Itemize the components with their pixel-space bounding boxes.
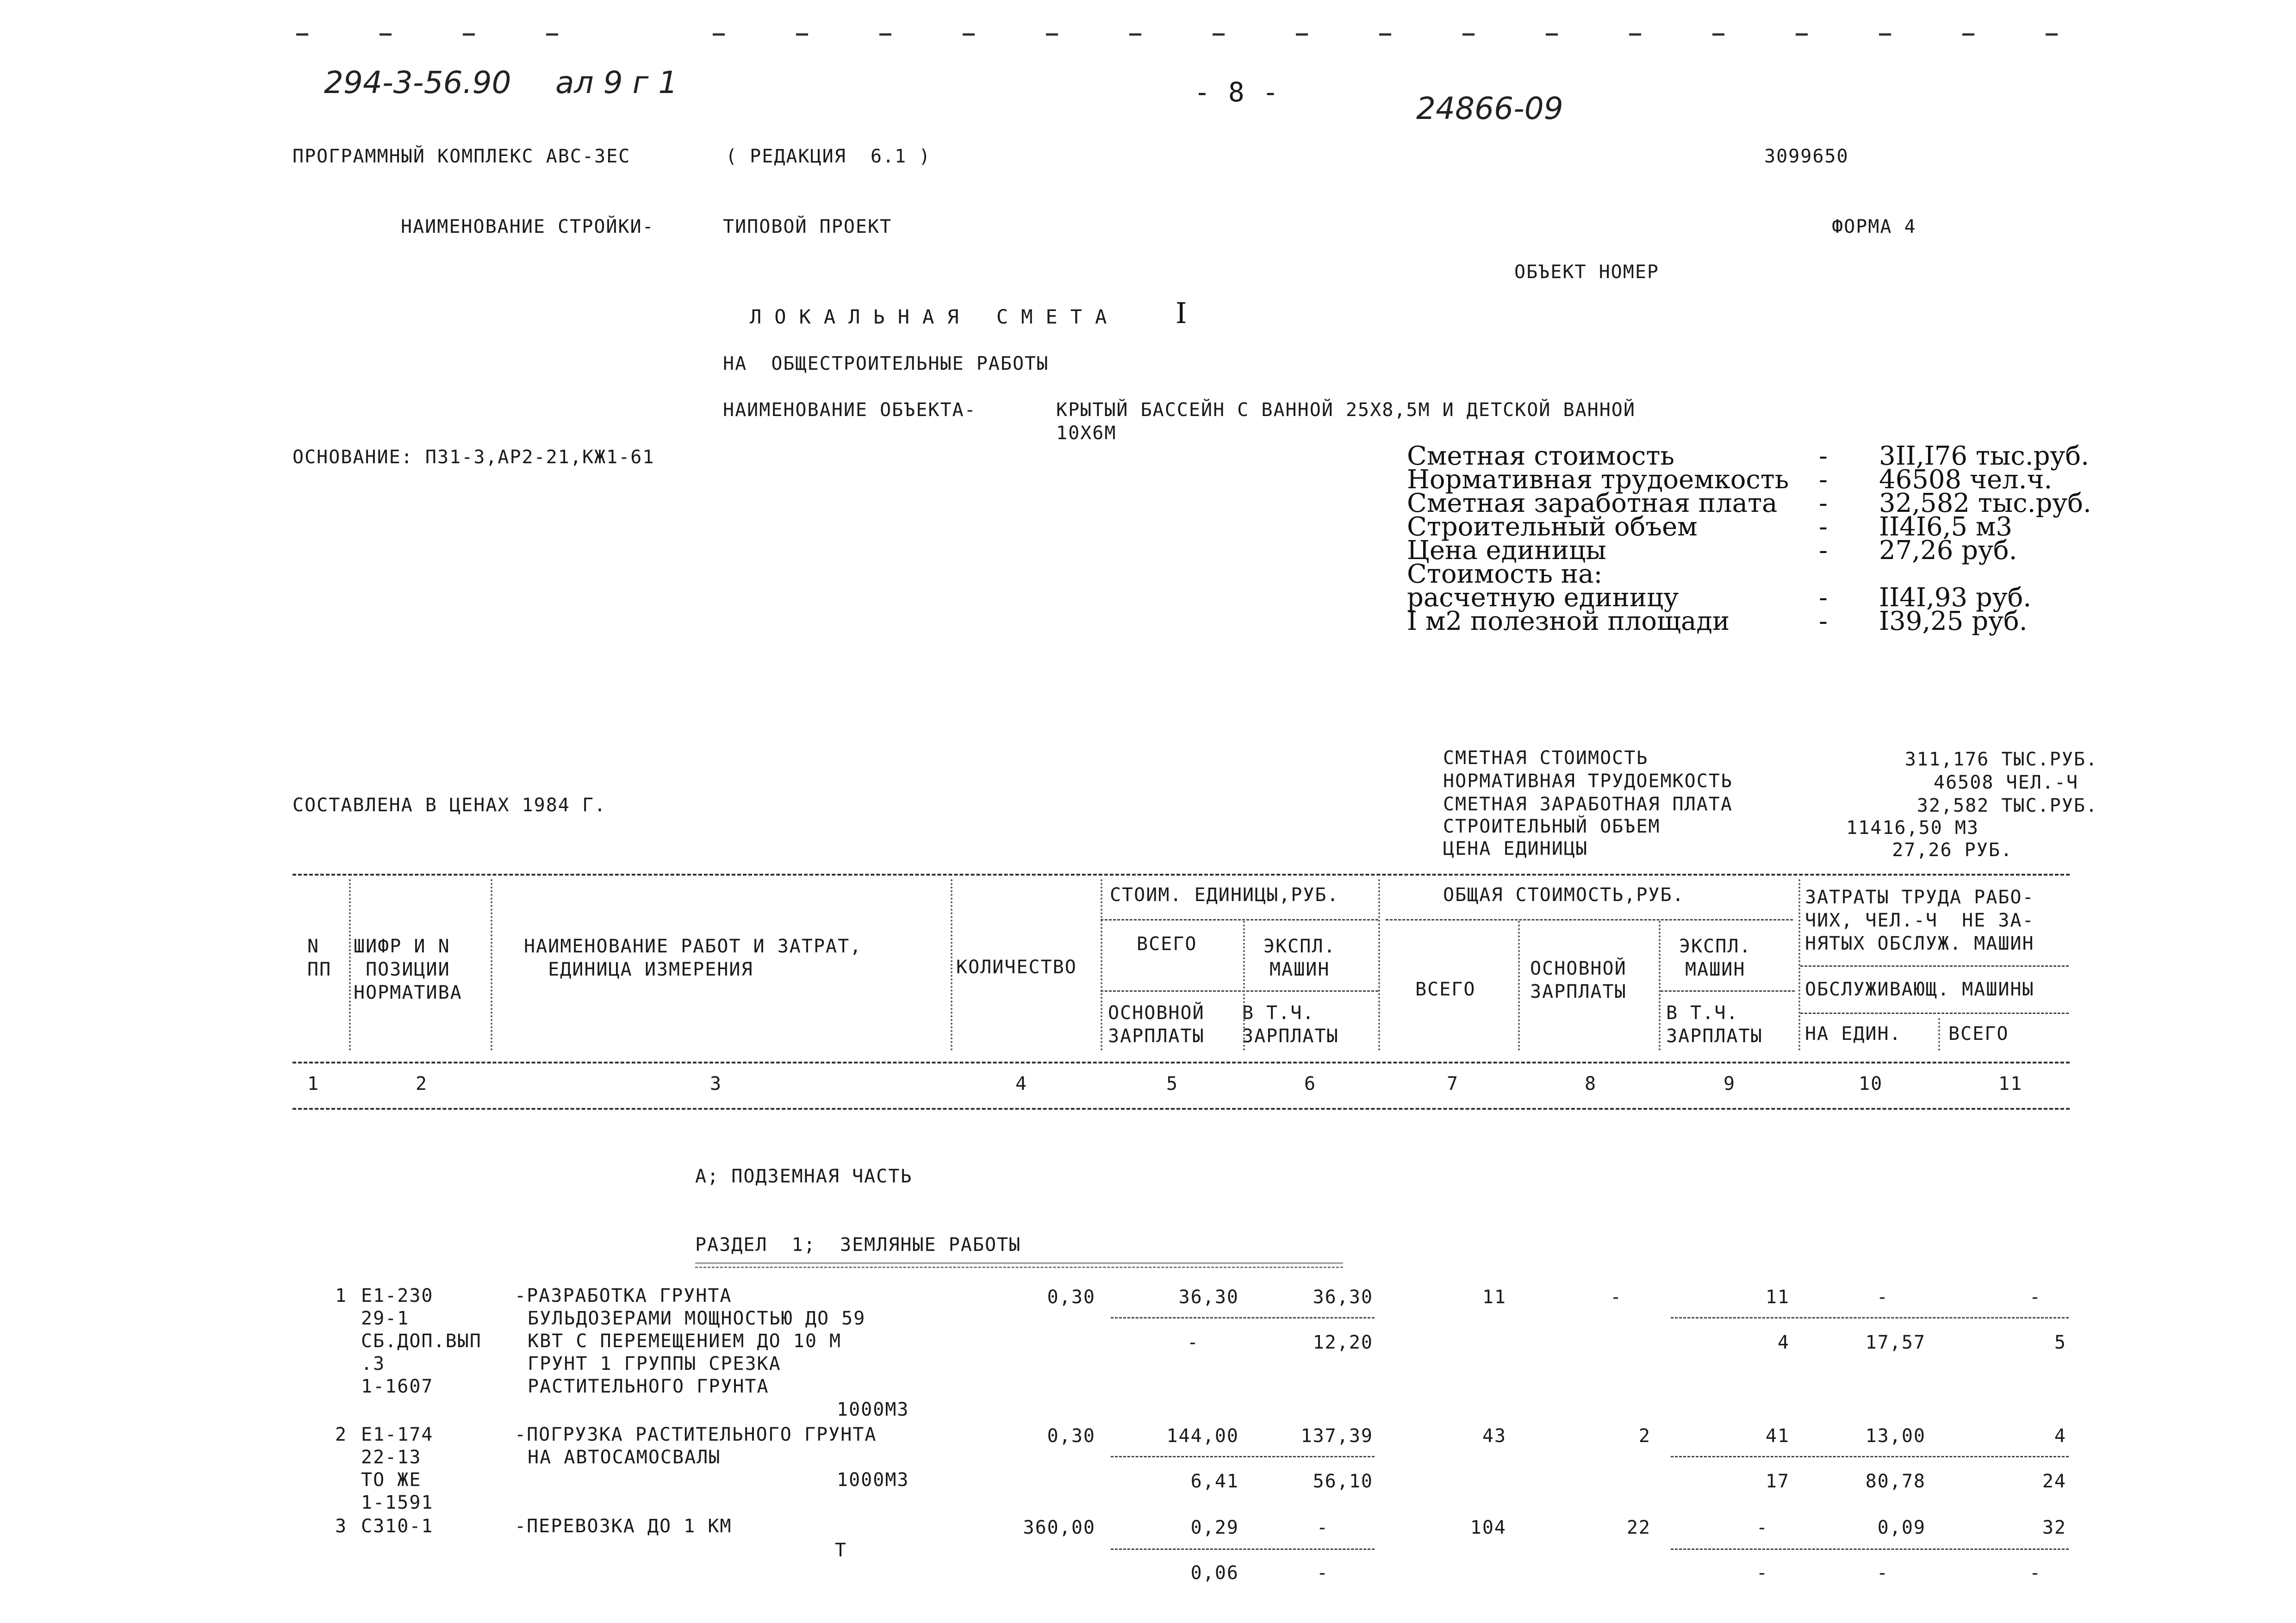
- row-unit-machines: 137,39: [1300, 1425, 1373, 1447]
- row-total: 11: [1482, 1287, 1506, 1308]
- cell-rule: [1671, 1548, 2069, 1550]
- print-summary-label: СМЕТНАЯ ЗАРАБОТНАЯ ПЛАТА: [1443, 794, 1733, 815]
- row-code: 22-13: [361, 1447, 422, 1468]
- program-name: ПРОГРАММНЫЙ КОМПЛЕКС АВС-3ЕС: [292, 146, 631, 167]
- row-code: ТО ЖЕ: [361, 1469, 422, 1491]
- row-total: 43: [1482, 1425, 1506, 1447]
- row-number: 1: [335, 1285, 348, 1306]
- object-value-1: КРЫТЫЙ БАССЕЙН С ВАННОЙ 25Х8,5М И ДЕТСКОЙ ВАННОЙ: [1056, 399, 1636, 421]
- col-number: 4: [1015, 1073, 1028, 1094]
- print-summary-label: ЦЕНА ЕДИНИЦЫ: [1443, 838, 1588, 859]
- summary-dash: -: [1819, 583, 1828, 613]
- summary-value: 3II,I76 тыс.руб.: [1879, 441, 2089, 471]
- construction-label: НАИМЕНОВАНИЕ СТРОЙКИ-: [401, 216, 654, 237]
- cell-rule: [1111, 1317, 1375, 1318]
- summary-dash: -: [1819, 606, 1828, 636]
- handwritten-number: 24866-09: [1416, 91, 1563, 126]
- row-unit-machine-wage: 12,20: [1313, 1332, 1373, 1353]
- table-rule-header-bottom: [292, 1062, 2070, 1063]
- summary-typed: [1407, 443, 2286, 638]
- cell-rule: [1111, 1456, 1375, 1457]
- col-number: 9: [1724, 1073, 1736, 1094]
- col-header-8: ОСНОВНОЙ ЗАРПЛАТЫ: [1530, 958, 1627, 1002]
- row-unit-machines: -: [1316, 1517, 1329, 1538]
- col-header-11: ВСЕГО: [1948, 1023, 2009, 1045]
- row-name: -ПЕРЕВОЗКА ДО 1 КМ: [515, 1516, 732, 1537]
- row-total-wage: 2: [1638, 1425, 1651, 1447]
- row-total-wage: -: [1610, 1287, 1622, 1308]
- summary-dash: -: [1819, 441, 1828, 471]
- row-code: 1-1591: [361, 1492, 434, 1513]
- row-unit: Т: [835, 1540, 847, 1561]
- doc-id: 3099650: [1764, 146, 1849, 167]
- row-total-wage: 22: [1626, 1517, 1651, 1538]
- row-name: -РАЗРАБОТКА ГРУНТА: [515, 1285, 732, 1306]
- col-number: 3: [710, 1073, 722, 1094]
- col-number: 11: [1998, 1073, 2023, 1094]
- print-summary-label: СТРОИТЕЛЬНЫЙ ОБЪЕМ: [1443, 816, 1661, 837]
- col-header-10: НА ЕДИН.: [1805, 1023, 1902, 1045]
- row-qty: 360,00: [1023, 1517, 1095, 1538]
- summary-dash: -: [1819, 488, 1828, 518]
- summary-label: Сметная заработная плата: [1407, 488, 1778, 518]
- document-title-roman: I: [1176, 296, 1187, 330]
- section-title: РАЗДЕЛ 1; ЗЕМЛЯНЫЕ РАБОТЫ: [695, 1234, 1021, 1256]
- col-header-num: N ПП: [307, 936, 332, 980]
- table-rule-numbers-bottom: [292, 1108, 2070, 1110]
- summary-label: Сметная стоимость: [1407, 441, 1674, 471]
- summary-value: 32,582 тыс.руб.: [1879, 488, 2091, 518]
- row-code: .3: [361, 1353, 386, 1374]
- col-header-labor2: ОБСЛУЖИВАЮЩ. МАШИНЫ: [1805, 979, 2035, 1000]
- cell-rule: [1671, 1317, 2069, 1318]
- row-labor-machine-total: 5: [2054, 1332, 2066, 1353]
- row-labor-machine-total: -: [2029, 1562, 2041, 1584]
- prices-year: СОСТАВЛЕНА В ЦЕНАХ 1984 Г.: [292, 795, 607, 816]
- construction-value: ТИПОВОЙ ПРОЕКТ: [723, 216, 892, 237]
- row-name: -ПОГРУЗКА РАСТИТЕЛЬНОГО ГРУНТА: [515, 1424, 877, 1445]
- col-number: 2: [416, 1073, 428, 1094]
- col-header-total-cost: ОБЩАЯ СТОИМОСТЬ,РУБ.: [1443, 884, 1685, 906]
- row-code: СБ.ДОП.ВЫП: [361, 1331, 482, 1352]
- row-code: 29-1: [361, 1308, 410, 1329]
- form-label: ФОРМА 4: [1832, 216, 1916, 237]
- summary-value: 27,26 руб.: [1879, 535, 2017, 566]
- row-unit: 1000М3: [837, 1399, 909, 1420]
- print-summary-value: 311,176 ТЫС.РУБ.: [1904, 749, 2098, 770]
- col-header-6a: ЭКСПЛ. МАШИН: [1263, 936, 1336, 980]
- row-code: 1-1607: [361, 1376, 434, 1397]
- row-labor-machine-unit: -: [1876, 1562, 1889, 1584]
- summary-label: Цена единицы: [1407, 535, 1606, 566]
- col-header-labor: ЗАТРАТЫ ТРУДА РАБО- ЧИХ, ЧЕЛ.-Ч НЕ ЗА- НЯТЫХ ОБСЛУЖ. МАШИН: [1805, 887, 2035, 954]
- summary-label: I м2 полезной площади: [1407, 606, 1730, 636]
- cell-rule: [1111, 1548, 1375, 1550]
- col-header-5b: ОСНОВНОЙ ЗАРПЛАТЫ: [1108, 1002, 1205, 1047]
- row-total-machine-wage: 17: [1765, 1471, 1790, 1492]
- summary-dash: -: [1819, 535, 1828, 566]
- row-unit-wage: 0,06: [1190, 1562, 1239, 1584]
- edition: ( РЕДАКЦИЯ 6.1 ): [726, 146, 931, 167]
- col-number: 1: [307, 1073, 320, 1094]
- row-labor-unit: 13,00: [1865, 1425, 1926, 1447]
- summary-value: 46508 чел.ч.: [1879, 465, 2053, 495]
- row-name: РАСТИТЕЛЬНОГО ГРУНТА: [528, 1376, 769, 1397]
- summary-label: расчетную единицу: [1407, 583, 1679, 613]
- col-header-9a: ЭКСПЛ. МАШИН: [1679, 936, 1752, 980]
- row-labor-machine-unit: 17,57: [1865, 1332, 1926, 1353]
- print-summary-value: 32,582 ТЫС.РУБ.: [1916, 795, 2098, 816]
- row-labor-total: 32: [2042, 1517, 2066, 1538]
- summary-value: II4I,93 руб.: [1879, 583, 2032, 613]
- summary-value: I39,25 руб.: [1879, 606, 2028, 636]
- print-summary-value: 46508 ЧЕЛ.-Ч: [1934, 772, 2078, 793]
- row-unit: 1000М3: [837, 1469, 909, 1491]
- print-summary-value: 11416,50 М3: [1846, 817, 1979, 839]
- row-number: 2: [335, 1424, 348, 1445]
- cell-rule: [1671, 1456, 2069, 1457]
- summary-dash: -: [1819, 465, 1828, 495]
- col-header-7: ВСЕГО: [1415, 979, 1476, 1000]
- col-header-qty: КОЛИЧЕСТВО: [956, 957, 1077, 978]
- col-number: 6: [1304, 1073, 1317, 1094]
- row-code: Е1-174: [361, 1424, 434, 1445]
- row-total-machine-wage: -: [1756, 1562, 1768, 1584]
- object-number: ОБЪЕКТ НОМЕР: [1514, 261, 1659, 283]
- col-number: 7: [1447, 1073, 1459, 1094]
- print-summary-value: 27,26 РУБ.: [1892, 839, 2013, 861]
- row-code: С310-1: [361, 1516, 434, 1537]
- row-name: БУЛЬДОЗЕРАМИ МОЩНОСТЬЮ ДО 59: [528, 1308, 866, 1329]
- print-summary-label: НОРМАТИВНАЯ ТРУДОЕМКОСТЬ: [1443, 771, 1733, 792]
- object-value-2: 10Х6М: [1056, 423, 1117, 444]
- row-unit-total: 36,30: [1178, 1287, 1239, 1308]
- col-header-6b: В Т.Ч. ЗАРПЛАТЫ: [1242, 1002, 1339, 1047]
- row-labor-total: -: [2029, 1287, 2041, 1308]
- row-unit-wage: 6,41: [1190, 1471, 1239, 1492]
- row-total-machines: -: [1756, 1517, 1768, 1538]
- row-unit-machine-wage: 56,10: [1313, 1471, 1373, 1492]
- row-qty: 0,30: [1047, 1287, 1095, 1308]
- summary-value: II4I6,5 м3: [1879, 512, 2013, 542]
- part-title: А; ПОДЗЕМНАЯ ЧАСТЬ: [695, 1166, 913, 1187]
- row-name: КВТ С ПЕРЕМЕЩЕНИЕМ ДО 10 М: [528, 1331, 842, 1352]
- col-header-unit-cost: СТОИМ. ЕДИНИЦЫ,РУБ.: [1110, 884, 1339, 906]
- col-number: 5: [1166, 1073, 1179, 1094]
- col-number: 8: [1585, 1073, 1597, 1094]
- row-unit-total: 0,29: [1190, 1517, 1239, 1538]
- summary-label: Строительный объем: [1407, 512, 1698, 542]
- row-name: ГРУНТ 1 ГРУППЫ СРЕЗКА: [528, 1353, 781, 1374]
- col-header-name: НАИМЕНОВАНИЕ РАБОТ И ЗАТРАТ, ЕДИНИЦА ИЗМЕРЕНИЯ: [524, 936, 862, 980]
- row-code: Е1-230: [361, 1285, 434, 1306]
- col-header-5a: ВСЕГО: [1137, 933, 1197, 955]
- summary-dash: -: [1819, 512, 1828, 542]
- handwritten-doc-code: 294-3-56.90: [324, 65, 511, 100]
- row-labor-total: 4: [2054, 1425, 2066, 1447]
- print-summary-label: СМЕТНАЯ СТОИМОСТЬ: [1443, 747, 1649, 769]
- document-title: ЛОКАЛЬНАЯ СМЕТА: [750, 305, 1120, 328]
- table-rule-top: [292, 874, 2070, 876]
- row-unit-total: 144,00: [1166, 1425, 1239, 1447]
- row-unit-machines: 36,30: [1313, 1287, 1373, 1308]
- row-labor-machine-total: 24: [2042, 1471, 2066, 1492]
- col-header-9b: В Т.Ч. ЗАРПЛАТЫ: [1666, 1002, 1763, 1047]
- row-labor-machine-unit: 80,78: [1865, 1471, 1926, 1492]
- col-header-code: ШИФР И N ПОЗИЦИИ НОРМАТИВА: [354, 936, 462, 1003]
- row-unit-machine-wage: -: [1316, 1562, 1329, 1584]
- row-name: НА АВТОСАМОСВАЛЫ: [528, 1447, 721, 1468]
- basis: ОСНОВАНИЕ: П31-3,АР2-21,КЖ1-61: [292, 447, 655, 468]
- object-label: НАИМЕНОВАНИЕ ОБЪЕКТА-: [723, 399, 977, 421]
- row-total-machines: 11: [1765, 1287, 1790, 1308]
- summary-label: Нормативная трудоемкость: [1407, 465, 1789, 495]
- col-number: 10: [1859, 1073, 1883, 1094]
- column-separators: [0, 879, 2296, 1101]
- page-number: - 8 -: [1194, 76, 1280, 108]
- row-total: 104: [1470, 1517, 1506, 1538]
- section-underline: [695, 1262, 1343, 1268]
- row-number: 3: [335, 1516, 348, 1537]
- row-labor-unit: 0,09: [1877, 1517, 1926, 1538]
- handwritten-album: ал 9 г 1: [555, 65, 678, 100]
- row-unit-wage: -: [1187, 1332, 1199, 1353]
- document-subtitle: НА ОБЩЕСТРОИТЕЛЬНЫЕ РАБОТЫ: [723, 353, 1049, 374]
- row-labor-unit: -: [1876, 1287, 1889, 1308]
- summary-label: Стоимость на:: [1407, 559, 1603, 589]
- row-total-machines: 41: [1765, 1425, 1790, 1447]
- row-total-machine-wage: 4: [1777, 1332, 1790, 1353]
- row-qty: 0,30: [1047, 1425, 1095, 1447]
- top-dash-row: [296, 33, 2055, 38]
